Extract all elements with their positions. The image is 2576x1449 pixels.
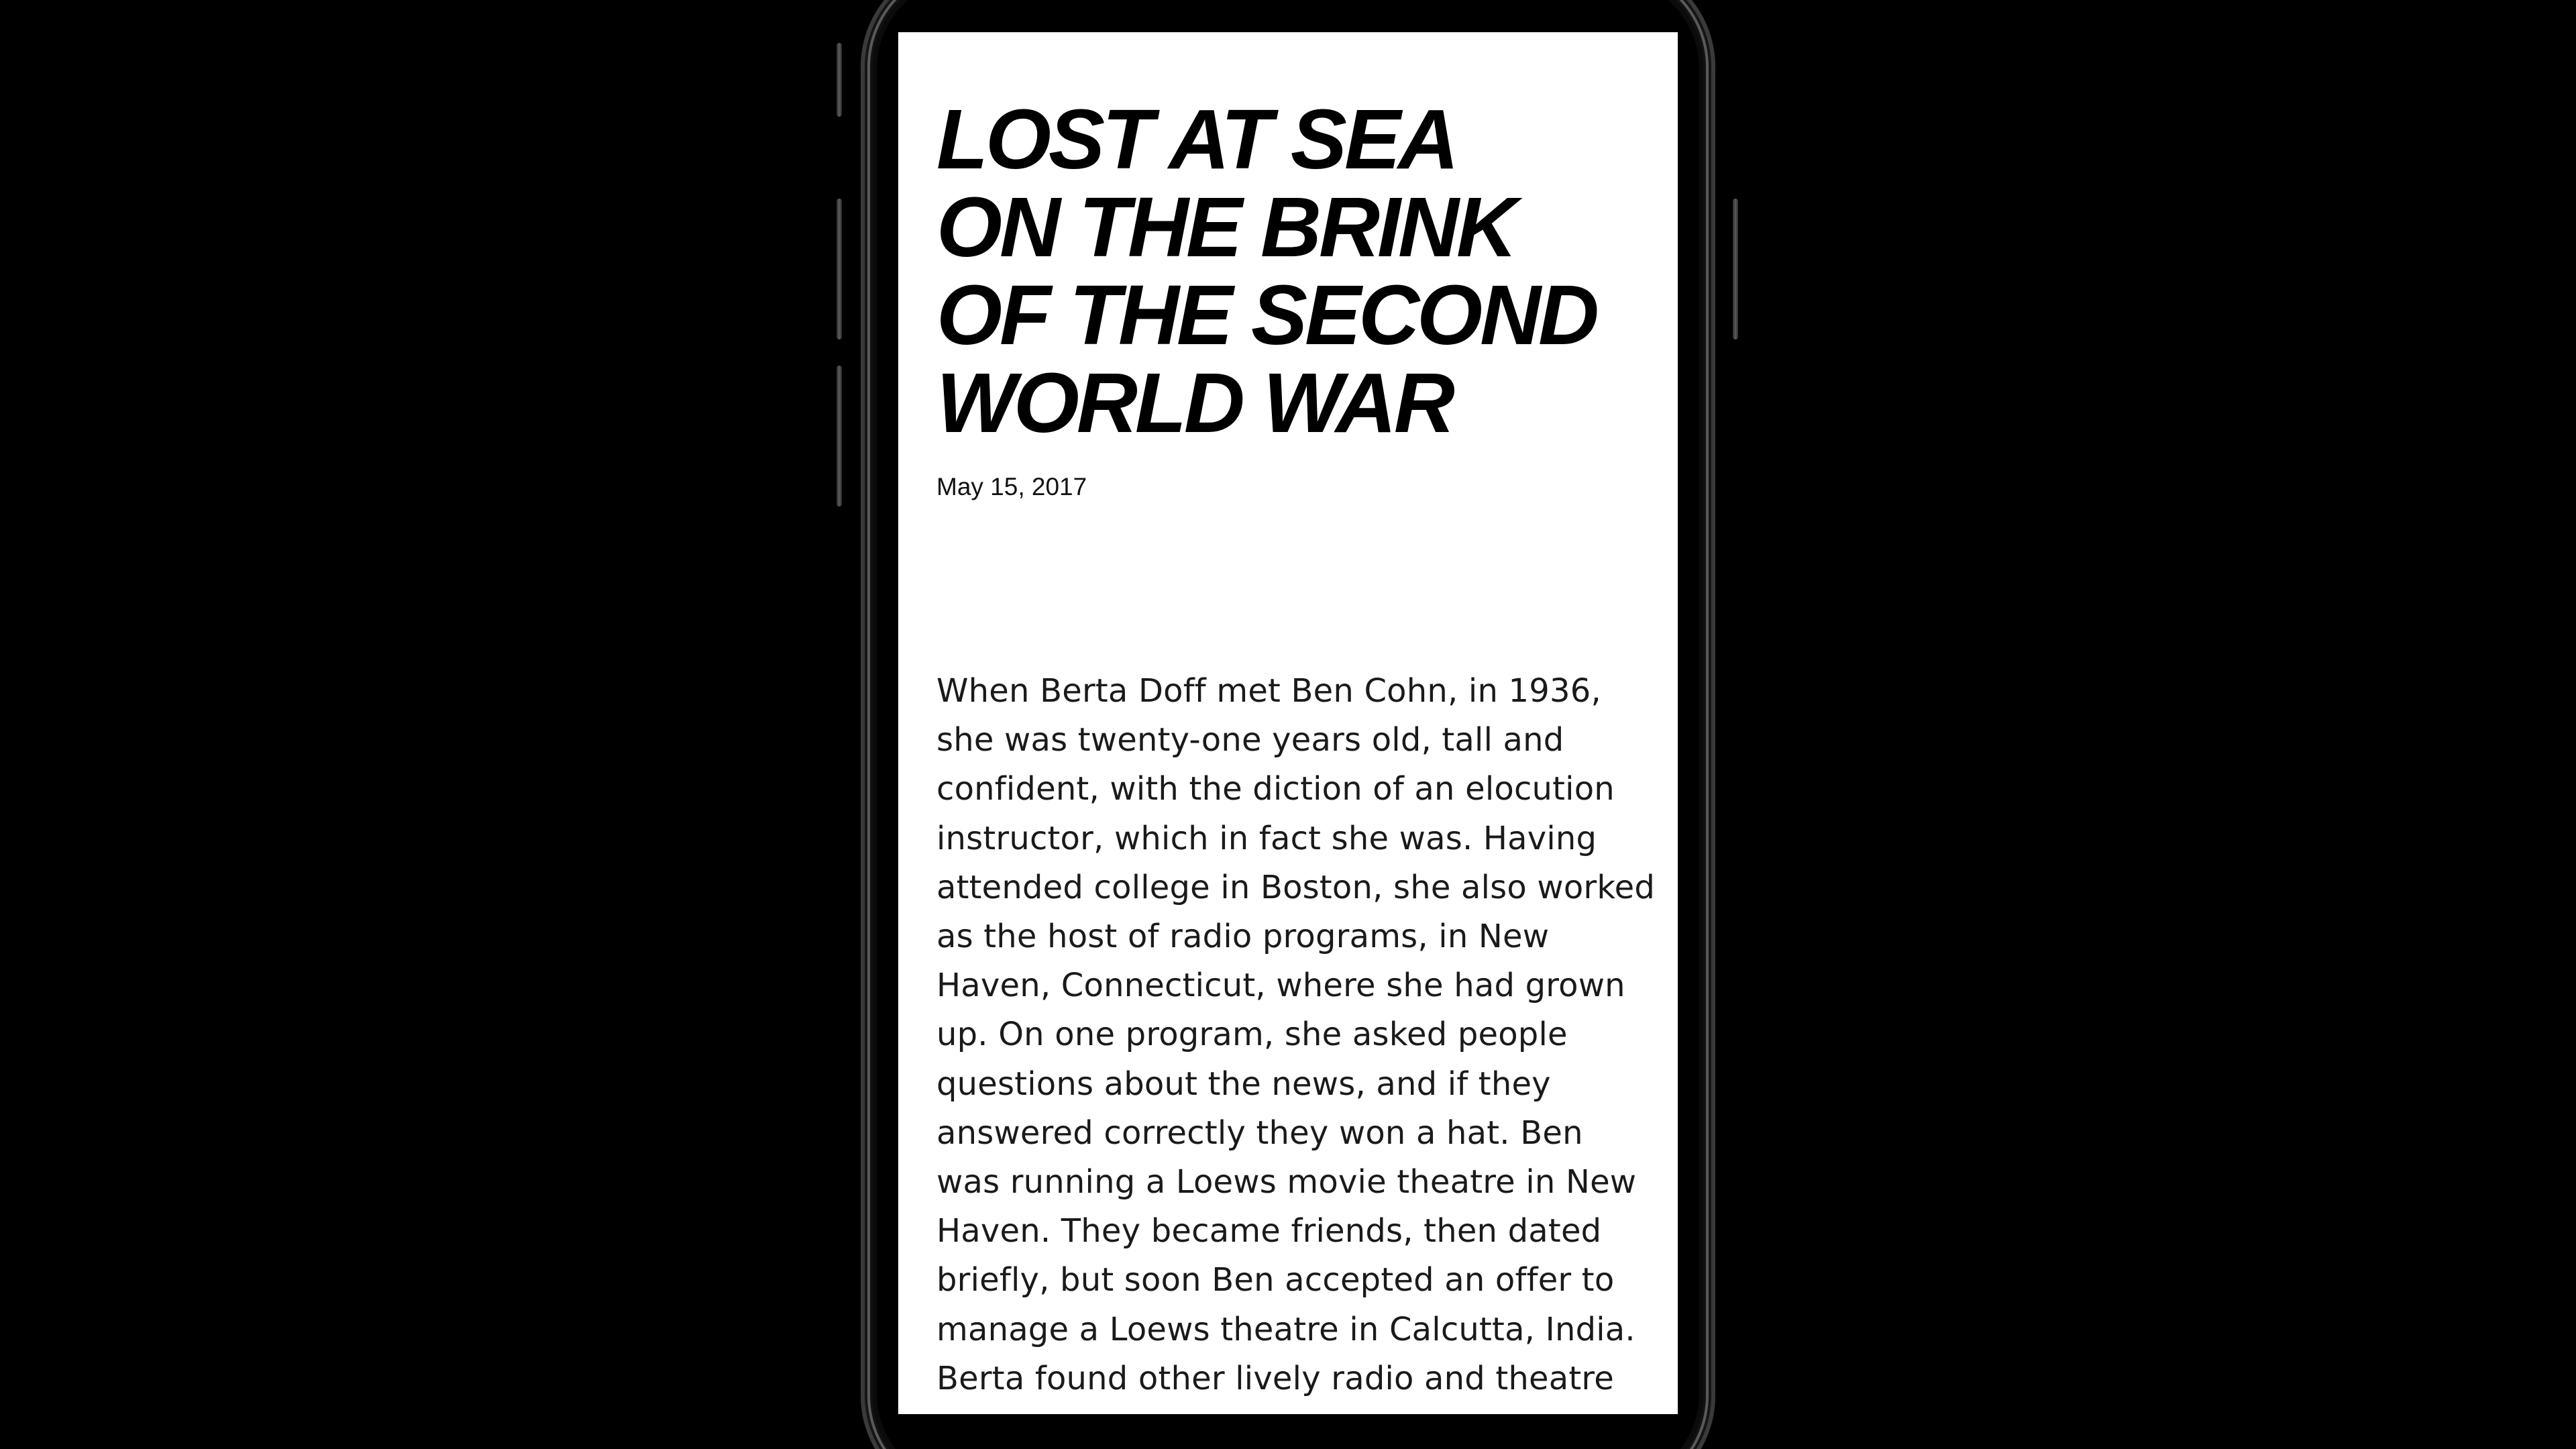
silent-switch (837, 43, 842, 117)
body-line: Berta found other lively radio and theatre (936, 1359, 1615, 1397)
volume-up-button (837, 199, 842, 339)
article-headline (936, 92, 1648, 450)
body-line: up. On one program, she asked people (936, 1016, 1568, 1054)
body-line: she was twenty-one years old, tall and (936, 721, 1564, 759)
body-line: When Berta Doff met Ben Cohn, in 1936, (936, 672, 1601, 710)
body-line: manage a Loews theatre in Calcutta, India. (936, 1310, 1635, 1348)
body-line: Haven, Connecticut, where she had grown (936, 967, 1625, 1005)
body-line: attended college in Boston, she also worked (936, 868, 1656, 906)
power-button (1733, 199, 1738, 339)
article (936, 92, 1656, 1403)
article-date: May 15, 2017 (936, 473, 1087, 500)
phone-screen[interactable] (898, 32, 1678, 1414)
body-line: questions about the news, and if they (936, 1065, 1551, 1103)
body-line: instructor, which in fact she was. Having (936, 819, 1597, 857)
headline-line: OF THE SECOND (936, 268, 1597, 362)
body-line: was running a Loews movie theatre in New (936, 1163, 1637, 1201)
body-line: confident, with the diction of an elocution (936, 770, 1615, 808)
body-line: briefly, but soon Ben accepted an offer to (936, 1261, 1615, 1299)
body-line: as the host of radio programs, in New (936, 918, 1550, 956)
headline-line: ON THE BRINK (936, 180, 1515, 274)
body-line: answered correctly they won a hat. Ben (936, 1114, 1583, 1152)
headline-line: WORLD WAR (936, 356, 1452, 450)
volume-down-button (837, 366, 842, 506)
article-body (936, 667, 1656, 1403)
headline-line: LOST AT SEA (936, 92, 1456, 186)
body-line: Haven. They became friends, then dated (936, 1212, 1602, 1250)
